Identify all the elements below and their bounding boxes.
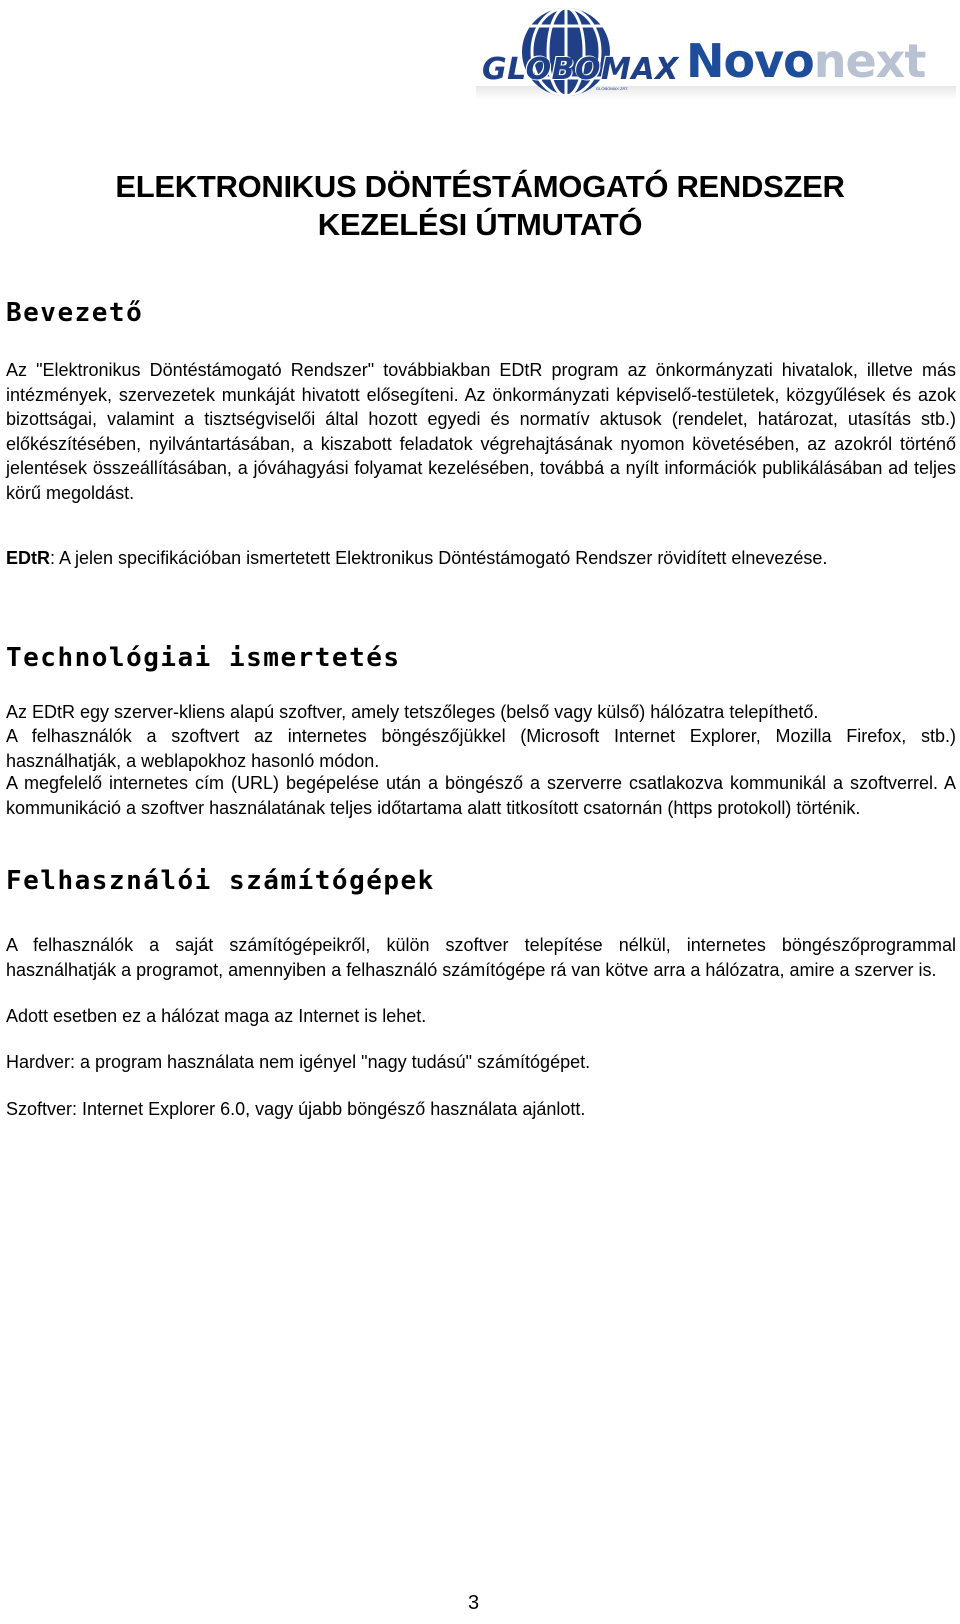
novonext-wordmark bbox=[686, 34, 925, 88]
computers-paragraph-2: Adott esetben ez a hálózat maga az Internet is lehet. bbox=[6, 1006, 427, 1026]
definition-text: : A jelen specifikációban ismertetett Elektronikus Döntéstámogató Rendszer rövidített elnevezése. bbox=[50, 548, 828, 568]
document-title bbox=[0, 168, 960, 244]
intro-paragraph: Az "Elektronikus Döntéstámogató Rendszer" továbbiakban EDtR program az önkormányzati hivatalok, illetve más intézmények, szervezetek munkáját hivatott elősegíteni. Az önkormányzati képviselő-testületek, közgyűlések és azok bizottságai, valamint a tisztségviselői által hozott egyedi és normatív aktusok (rendelet, határozat, utasítás stb.) előkészítésében, nyilvántartásában, a kiszabott feladatok végrehajtásának nyomon követésében, az azokról történő jelentések összeállításában, a jóváhagyási folyamat kezelésében, továbbá a nyílt információk publikálásában ad teljes körű megoldást. bbox=[6, 360, 956, 503]
tech-paragraph-1: Az EDtR egy szerver-kliens alapú szoftver, amely tetszőleges (belső vagy külső) hálózatra telepíthető. bbox=[6, 702, 819, 722]
header-logos bbox=[476, 4, 956, 112]
heading-intro: Bevezető bbox=[6, 298, 144, 328]
title-line-2: KEZELÉSI ÚTMUTATÓ bbox=[317, 207, 643, 242]
heading-technology: Technológiai ismertetés bbox=[6, 643, 401, 673]
globomax-wordmark: GLOBOMAX bbox=[482, 52, 679, 87]
heading-computers: Felhasználói számítógépek bbox=[6, 866, 435, 896]
definition-term: EDtR bbox=[6, 548, 50, 568]
novonext-wordmark-next: next bbox=[813, 34, 926, 88]
globomax-tagline: GLOBOMAX ZRT. bbox=[596, 86, 629, 91]
page-number: 3 bbox=[468, 1592, 480, 1614]
edtr-definition bbox=[6, 546, 956, 571]
novonext-logo bbox=[686, 34, 925, 88]
tech-paragraph-3: A megfelelő internetes cím (URL) begépelése után a böngésző a szerverre csatlakozva kommunikál a szoftverrel. A kommunikáció a szoftver használatának teljes időtartama alatt titkosított csatornán (https protokoll) történik. bbox=[6, 773, 956, 818]
novonext-wordmark-novo: Novo bbox=[686, 34, 814, 88]
software-paragraph: Szoftver: Internet Explorer 6.0, vagy újabb böngésző használata ajánlott. bbox=[6, 1099, 586, 1119]
title-line-1: ELEKTRONIKUS DÖNTÉSTÁMOGATÓ RENDSZER bbox=[115, 169, 845, 204]
globomax-logo bbox=[476, 4, 679, 104]
computers-paragraph-1: A felhasználók a saját számítógépeikről, külön szoftver telepítése nélkül, internetes böngészőprogrammal használhatják a programot, amennyiben a felhasználó számítógépe rá van kötve arra a hálózatra, amire a szerver is. bbox=[6, 935, 956, 980]
hardware-paragraph: Hardver: a program használata nem igényel "nagy tudású" számítógépet. bbox=[6, 1052, 591, 1072]
tech-paragraph-2: A felhasználók a szoftvert az internetes böngészőjükkel (Microsoft Internet Explorer, Mozilla Firefox, stb.) használhatják, a weblapokhoz hasonló módon. bbox=[6, 726, 956, 771]
